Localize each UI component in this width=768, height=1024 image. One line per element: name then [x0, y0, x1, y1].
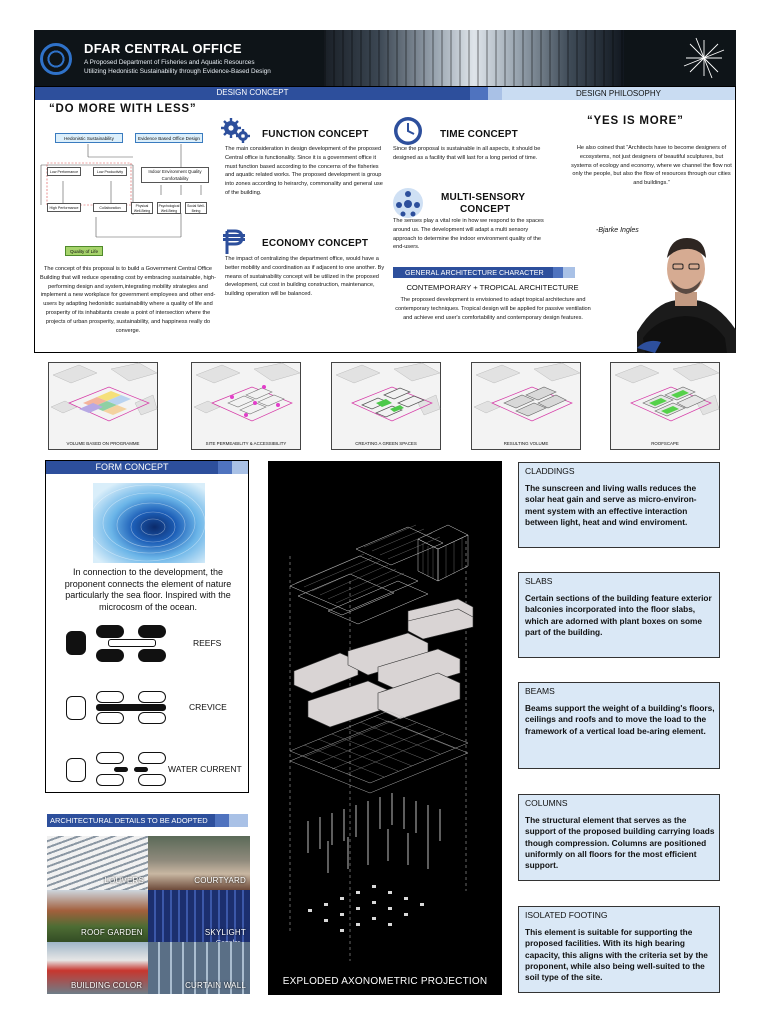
curtain-wall-label: CURTAIN WALL — [185, 981, 246, 990]
form-concept-panel — [45, 460, 249, 793]
reef-shape — [96, 625, 124, 638]
chart-box-low-performance: Low Performance — [47, 167, 81, 176]
do-more-quote: “DO MORE WITH LESS” — [49, 103, 197, 115]
diagram-caption: ROOFSCAPE — [651, 441, 679, 446]
chart-box-high-performance: High Performance — [47, 203, 81, 212]
chart-box-psychological: Psychological Well-Being — [158, 204, 180, 213]
axonometric-caption: EXPLODED AXONOMETRIC PROJECTION — [282, 976, 488, 987]
reef-shape — [96, 649, 124, 662]
roof-garden-photo — [47, 890, 148, 942]
clock-icon — [392, 115, 424, 147]
peso-icon — [222, 229, 246, 255]
building-color-label: BUILDING COLOR — [71, 981, 143, 990]
architect-portrait — [637, 222, 736, 353]
design-concept-bar: DESIGN CONCEPT — [35, 87, 470, 100]
yes-is-more-quote: “YES IS MORE” — [587, 115, 684, 127]
isolated-footing-box — [518, 906, 720, 993]
diagram-volume-drawing — [49, 363, 159, 435]
exploded-axonometric-panel — [268, 461, 502, 995]
bar-accent — [488, 87, 502, 100]
chart-box-social: Social Well-Being — [185, 202, 207, 214]
chart-box-physical: Physical Well-Being — [131, 202, 153, 214]
columns-title: COLUMNS — [525, 798, 568, 808]
chart-box-low-productivity: Low Productivity — [93, 167, 127, 176]
reef-shape — [138, 625, 166, 638]
diagram-caption: CREATING A GREEN SPACES — [355, 441, 417, 446]
multisensory-text: The senses play a vital role in how we respond to the spaces around us. The development will adapt a multi sensory approach to determine the indoor environment quality of the end-users. — [393, 218, 544, 251]
concept-flowchart — [41, 125, 231, 255]
crevice-shape — [138, 712, 166, 724]
building-color-photo — [47, 942, 148, 994]
design-concept-paragraph: The concept of this proposal is to build a Government Central Office Building that will reduce operating cost by embracing sustainable, high-performing design and system,integrating mobility strategies and implement a new workplace for government employees and other end-users by adapting hedonistic sustainability where a quality of life and prosperity of its inhabitants create a point of intersection where the projects of urban prosperity, sustainability, and happiness really do converge. — [40, 266, 216, 334]
bar-accent — [553, 267, 563, 278]
reefs-label: REEFS — [193, 638, 222, 648]
claddings-title: CLADDINGS — [525, 466, 575, 476]
diagram-resulting-drawing — [472, 363, 582, 435]
axonometric-drawing — [268, 461, 502, 995]
crevice-label: CREVICE — [189, 702, 227, 712]
page-title: DFAR CENTRAL OFFICE — [84, 41, 242, 56]
diagram-roofscape-drawing — [611, 363, 721, 435]
general-character-bar: GENERAL ARCHITECTURE CHARACTER — [393, 267, 553, 278]
chart-box-collaboration: Collaboration — [93, 203, 127, 212]
roof-garden-label: ROOF GARDEN — [81, 928, 143, 937]
economy-concept-text: The impact of centralizing the department office, would have a better mobility and coordination as if adjacent to one another. By means of sustainability concept will be utilized in the proposed development, cut cost in building construction, maintenance, building operation will be balanced. — [225, 256, 385, 298]
reef-shape — [108, 639, 156, 647]
bar-accent — [218, 461, 232, 474]
general-character-heading: CONTEMPORARY + TROPICAL ARCHITECTURE — [406, 283, 579, 292]
bar-accent — [470, 87, 488, 100]
multisensory-title-1: MULTI-SENSORY — [441, 192, 526, 203]
bar-accent — [232, 461, 248, 474]
water-current-shape — [96, 774, 124, 786]
gears-icon — [220, 117, 252, 145]
curtain-wall-photo — [148, 942, 250, 994]
diagram-roofscape — [610, 362, 720, 450]
courtyard-photo — [148, 836, 250, 890]
diagram-volume — [48, 362, 158, 450]
chart-box-hedonistic: Hedonistic Sustainability — [55, 133, 123, 143]
general-character-text: The proposed development is envisioned to adapt tropical architecture and contemporary techniques. Tropical design will be applied for passive ventilation and achieve end user's comfortability and contemporary design features. — [395, 297, 591, 321]
sea-floor-image — [93, 483, 205, 563]
crevice-shape — [96, 712, 124, 724]
courtyard-label: COURTYARD — [194, 876, 246, 885]
diagram-green-drawing — [332, 363, 442, 435]
sparkle-logo-icon — [682, 36, 726, 80]
slabs-text: Certain sections of the building feature exterior balconies incorporated into the floor slabs, which are adorned with plant boxes on some part of the building. — [525, 593, 712, 637]
water-current-shape — [138, 752, 166, 764]
form-concept-bar: FORM CONCEPT — [46, 461, 218, 474]
chart-box-quality-of-life: Quality of Life — [65, 246, 103, 256]
diagram-resulting-volume — [471, 362, 581, 450]
function-concept-title: FUNCTION CONCEPT — [262, 129, 369, 140]
crevice-shape — [138, 691, 166, 703]
design-philosophy-bar: DESIGN PHILOSOPHY — [502, 87, 735, 100]
water-current-shape — [134, 767, 148, 772]
diagram-permeability-drawing — [192, 363, 302, 435]
header-photo — [324, 30, 624, 86]
diagram-green-spaces — [331, 362, 441, 450]
bar-accent — [215, 814, 229, 827]
columns-box — [518, 794, 720, 881]
claddings-box — [518, 462, 720, 548]
water-current-shape — [96, 752, 124, 764]
design-concept-panel — [34, 86, 736, 353]
skylight-label: SKYLIGHT — [204, 928, 246, 937]
skylight-photo — [148, 890, 250, 942]
diagram-caption: SITE PERMEABILITY & ACCESSIBILITY — [205, 441, 287, 446]
diagram-permeability — [191, 362, 301, 450]
beams-title: BEAMS — [525, 686, 555, 696]
crevice-shape — [96, 704, 166, 711]
beams-box — [518, 682, 720, 769]
multisensory-title-2: CONCEPT — [460, 204, 511, 215]
form-concept-text: In connection to the development, the proponent connects the element of nature particularly the sea floor. Inspired with the microcosm of the ocean. — [64, 567, 232, 612]
columns-text: The structural element that serves as the support of the proposed building carrying loads though compression. Columns are positioned uniformly on all floors for the most efficient support. — [525, 815, 715, 871]
function-concept-text: The main consideration in design development of the proposed Central office is functionality. Since it is a government office it must function based according to the concerns of the fisheries and aquatic related works. The proposed development is group into zones according to heirarchy, commonality and general use of the building. — [225, 146, 383, 196]
water-current-shape — [66, 758, 86, 782]
isolated-footing-title: ISOLATED FOOTING — [525, 910, 608, 920]
crevice-shape — [66, 696, 86, 720]
slabs-box — [518, 572, 720, 658]
louvers-label: LOUVERS — [104, 876, 144, 885]
beams-text: Beams support the weight of a building's floors, ceilings and roofs and to move the load to the framework of a vertical load be-aring element. — [525, 703, 715, 736]
bar-accent — [229, 814, 248, 827]
reef-shape — [138, 649, 166, 662]
subtitle-line-2: Utilizing Hedonistic Sustainability through Evidence-Based Design — [84, 68, 271, 75]
time-concept-text: Since the proposal is sustainable in all aspects, it should be designed as a facility that will last for a long period of time. — [393, 146, 541, 161]
chart-box-indoor: Indoor Environment Quality Comfortability — [141, 167, 209, 183]
water-current-shape — [138, 774, 166, 786]
water-current-label: WATER CURRENT — [168, 764, 242, 774]
bar-accent — [563, 267, 575, 278]
diagram-caption: VOLUME BASED ON PROGRAMME — [66, 441, 140, 446]
diagram-caption: RESULTING VOLUME — [503, 441, 549, 446]
dfar-logo — [40, 43, 72, 75]
claddings-text: The sunscreen and living walls reduces the solar heat gain and serve as micro-environ-ment system with an effective interaction between light, heat and wind enviroment. — [525, 483, 697, 527]
philosophy-text: He also coined that “Architects have to become designers of ecosystems, not just designers of beautiful sculptures, but systems of ecology and economy, where we channel the flow not only the people, but also the flow of resources through our cities and buildings.” — [571, 145, 732, 187]
water-current-shape — [114, 767, 128, 772]
page-header — [34, 30, 736, 86]
louvers-photo — [47, 836, 148, 890]
multisensory-icon — [392, 187, 424, 219]
reef-shape — [66, 631, 86, 655]
economy-concept-title: ECONOMY CONCEPT — [262, 238, 369, 249]
details-bar: ARCHITECTURAL DETAILS TO BE ADOPTED — [47, 814, 215, 827]
philosophy-author: -Bjarke Ingles — [596, 227, 639, 234]
chart-box-evidence: Evidence Based Office Design — [135, 133, 203, 143]
slabs-title: SLABS — [525, 576, 553, 586]
isolated-footing-text: This element is suitable for supporting the proposed facilities. With its high bearing capacity, this aligns with the criteria set by the proponent, while also being well-suited to the soil type of the site. — [525, 927, 708, 983]
subtitle-line-1: A Proposed Department of Fisheries and Aquatic Resources — [84, 59, 255, 66]
architectural-details-panel — [47, 814, 250, 994]
crevice-shape — [96, 691, 124, 703]
time-concept-title: TIME CONCEPT — [440, 129, 518, 140]
